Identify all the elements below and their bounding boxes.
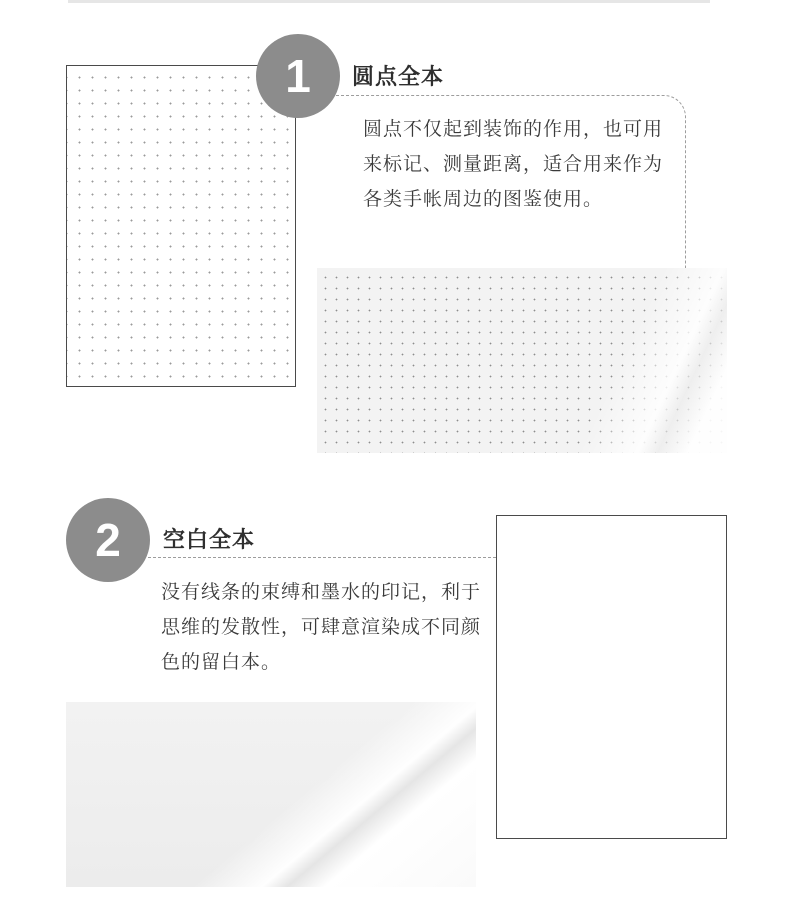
section-number-badge: 1 xyxy=(256,34,340,118)
dot-grid-page-illustration xyxy=(66,65,296,387)
section-title: 圆点全本 xyxy=(352,65,445,90)
section-title: 空白全本 xyxy=(163,528,256,553)
section-number-badge: 2 xyxy=(66,498,150,582)
dot-paper-photo xyxy=(317,268,727,453)
blank-paper-photo xyxy=(66,702,476,887)
section-description: 没有线条的束缚和墨水的印记，利于思维的发散性，可肆意渲染成不同颜色的留白本。 xyxy=(161,581,482,673)
section-description: 圆点不仅起到装饰的作用，也可用来标记、测量距离，适合用来作为各类手帐周边的图鉴使用。 xyxy=(363,118,664,210)
blank-page-illustration xyxy=(496,515,727,839)
top-divider xyxy=(68,0,710,3)
dashed-divider xyxy=(148,557,496,558)
